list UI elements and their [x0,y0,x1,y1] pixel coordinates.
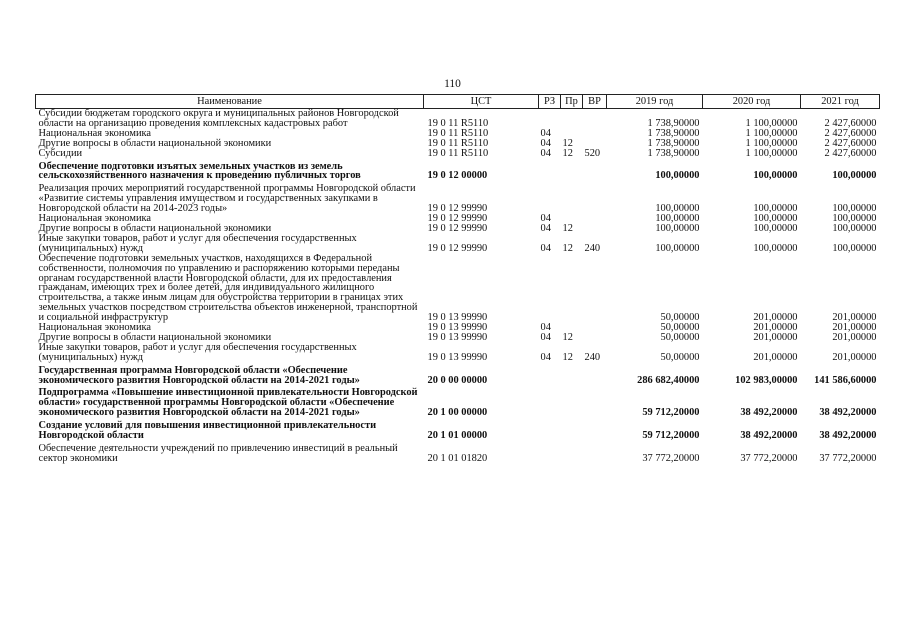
table-row [36,254,880,323]
cell-cst: 19 0 13 99990 [427,331,488,343]
cell-cst: 20 0 00 00000 [427,374,488,386]
cell-2019: 286 682,40000 [637,374,700,386]
cell-2019: 59 712,20000 [642,407,700,419]
cell-vr [583,363,607,386]
cell-rz [539,254,561,323]
cell-2020: 100,00000 [753,242,798,254]
cell-2020: 1 100,00000 [745,117,798,129]
cell-pr [561,109,583,129]
cell-2019: 50,00000 [660,351,700,363]
cell-name: Обеспечение деятельности учреждений по привлечению инвестиций в реальный сектор экономики [38,443,398,464]
cell-cst: 20 1 00 00000 [427,407,488,419]
cell-2020: 1 100,00000 [745,127,798,139]
cell-2021: 37 772,20000 [819,452,877,464]
cell-vr: 240 [584,242,601,254]
cell-name: Национальная экономика [38,213,152,225]
cell-cst: 20 1 01 01820 [427,452,488,464]
cell-rz: 04 [540,137,551,149]
cell-2020: 201,00000 [753,331,798,343]
cell-pr [561,363,583,386]
cell-rz: 04 [540,351,551,363]
cell-2020: 1 100,00000 [745,147,798,159]
cell-name: Национальная экономика [38,127,152,139]
cell-2019: 1 738,90000 [647,117,700,129]
table-row [36,159,880,182]
column-header-rz: РЗ [539,95,561,109]
cell-pr: 12 [562,242,573,254]
cell-2021: 100,00000 [832,170,877,182]
cell-rz [539,181,561,214]
cell-2020: 100,00000 [753,203,798,215]
table-row [36,234,880,254]
cell-2019: 50,00000 [660,312,700,324]
cell-rz: 04 [540,147,551,159]
cell-2020: 201,00000 [753,312,798,324]
cell-name: Подпрограмма «Повышение инвестиционной привлекательности Новгородской области» государственной программы Новгородской области «Обеспечение экономического развития Новгородской области на 2014-2021 годы» [38,387,418,419]
table-header-row [36,95,880,109]
column-header-2020: 2020 год [703,95,801,109]
cell-vr [583,159,607,182]
cell-pr: 12 [562,331,573,343]
cell-cst: 19 0 13 99990 [427,312,488,324]
cell-name: Государственная программа Новгородской области «Обеспечение экономического развития Новгородской области на 2014-2021 годы» [38,364,360,386]
cell-pr: 12 [562,351,573,363]
cell-rz: 04 [540,331,551,343]
cell-2019: 1 738,90000 [647,137,700,149]
cell-pr: 12 [562,137,573,149]
cell-2020: 38 492,20000 [740,407,798,419]
cell-rz [539,159,561,182]
cell-name: Иные закупки товаров, работ и услуг для обеспечения государственных (муниципальных) нужд [38,232,357,254]
cell-rz: 04 [540,213,551,225]
cell-2021: 201,00000 [832,322,877,334]
cell-2019: 50,00000 [660,331,700,343]
cell-vr [583,333,607,343]
cell-2021: 100,00000 [832,242,877,254]
cell-vr [583,254,607,323]
column-header-name: Наименование [36,95,424,109]
cell-2019: 100,00000 [655,242,700,254]
table-row [36,363,880,386]
cell-vr [583,418,607,441]
cell-2019: 100,00000 [655,170,700,182]
cell-rz: 04 [540,222,551,234]
column-header-pr: Пр [561,95,583,109]
cell-cst: 19 0 11 R5110 [427,127,489,139]
cell-name: Другие вопросы в области национальной экономики [38,137,272,149]
cell-cst: 19 0 12 99990 [427,203,488,215]
table-row [36,385,880,418]
cell-2020: 100,00000 [753,222,798,234]
cell-2020: 100,00000 [753,170,798,182]
column-header-2019: 2019 год [607,95,703,109]
cell-name: Национальная экономика [38,322,152,334]
cell-pr [561,441,583,464]
cell-name: Субсидии [38,147,83,159]
cell-pr: 12 [562,222,573,234]
cell-rz: 04 [540,242,551,254]
cell-cst: 19 0 13 99990 [427,351,488,363]
cell-2019: 100,00000 [655,222,700,234]
cell-vr [583,129,607,139]
table-row [36,343,880,363]
table-row [36,441,880,464]
cell-2020: 100,00000 [753,213,798,225]
cell-2021: 38 492,20000 [819,407,877,419]
cell-name: Реализация прочих мероприятий государственной программы Новгородской области «Развитие системы управления имуществом и государственных закупками в Новгородской области на 2014-2023 годы» [38,183,416,215]
cell-2021: 2 427,60000 [824,137,877,149]
cell-2019: 100,00000 [655,213,700,225]
cell-pr [561,385,583,418]
cell-pr [561,418,583,441]
cell-cst: 19 0 12 00000 [427,170,488,182]
cell-cst: 19 0 13 99990 [427,322,488,334]
cell-vr: 520 [584,147,601,159]
cell-rz [539,418,561,441]
cell-vr [583,109,607,129]
page-number: 110 [444,78,461,90]
cell-cst: 19 0 12 99990 [427,213,488,225]
cell-vr [583,214,607,224]
cell-rz: 04 [540,322,551,334]
column-header-vr: ВР [583,95,607,109]
cell-2020: 37 772,20000 [740,452,798,464]
table-row [36,109,880,129]
cell-2021: 2 427,60000 [824,127,877,139]
cell-2019: 50,00000 [660,322,700,334]
cell-2021: 141 586,60000 [814,374,877,386]
cell-pr: 12 [562,147,573,159]
cell-vr [583,385,607,418]
cell-vr [583,323,607,333]
table-row [36,181,880,214]
cell-2021: 2 427,60000 [824,147,877,159]
cell-name: Другие вопросы в области национальной экономики [38,331,272,343]
cell-rz [539,363,561,386]
cell-vr [583,224,607,234]
column-header-2021: 2021 год [801,95,880,109]
cell-rz [539,109,561,129]
cell-2021: 100,00000 [832,203,877,215]
cell-vr: 240 [584,351,601,363]
cell-name: Обеспечение подготовки земельных участков, находящихся в Федеральной собственности, полномочия по управлению и распоряжению которыми переданы органам государственной власти Новгородской области, для их предоставления гражданам, имеющих трех и более детей, для индивидуального жилищного строительства, а также иным лицам для обустройства территории в границах этих земельных участков посредством строительства объектов инженерной, транспортной и социальной инфраструктур [38,252,418,324]
cell-2019: 1 738,90000 [647,127,700,139]
cell-2021: 2 427,60000 [824,117,877,129]
cell-2021: 201,00000 [832,331,877,343]
cell-pr [561,254,583,323]
cell-name: Создание условий для повышения инвестиционной привлекательности Новгородской области [38,420,377,442]
cell-2020: 102 983,00000 [735,374,798,386]
table-row [36,418,880,441]
cell-cst: 19 0 11 R5110 [427,117,489,129]
cell-vr [583,181,607,214]
cell-2021: 201,00000 [832,351,877,363]
cell-name: Субсидии бюджетам городского округа и муниципальных районов Новгородской области на организацию проведения комплексных кадастровых работ [38,108,399,129]
budget-table [35,94,880,464]
cell-pr [561,159,583,182]
table-row [36,149,880,159]
cell-name: Обеспечение подготовки изъятых земельных участков из земель сельскохозяйственного назначения к проведению публичных торгов [38,160,361,182]
cell-2019: 1 738,90000 [647,147,700,159]
cell-2019: 59 712,20000 [642,430,700,442]
cell-2021: 100,00000 [832,213,877,225]
column-header-cst: ЦСТ [424,95,539,109]
cell-2020: 38 492,20000 [740,430,798,442]
cell-name: Иные закупки товаров, работ и услуг для обеспечения государственных (муниципальных) нужд [38,341,357,363]
cell-name: Другие вопросы в области национальной экономики [38,222,272,234]
cell-2019: 37 772,20000 [642,452,700,464]
cell-cst: 19 0 12 99990 [427,222,488,234]
cell-cst: 19 0 12 99990 [427,242,488,254]
cell-2020: 201,00000 [753,322,798,334]
cell-rz: 04 [540,127,551,139]
cell-2019: 100,00000 [655,203,700,215]
cell-cst: 20 1 01 00000 [427,430,488,442]
cell-2020: 201,00000 [753,351,798,363]
table-body [36,109,880,464]
cell-2020: 1 100,00000 [745,137,798,149]
cell-vr [583,441,607,464]
cell-cst: 19 0 11 R5110 [427,137,489,149]
cell-pr [561,181,583,214]
cell-2021: 38 492,20000 [819,430,877,442]
cell-rz [539,385,561,418]
cell-2021: 201,00000 [832,312,877,324]
cell-rz [539,441,561,464]
cell-2021: 100,00000 [832,222,877,234]
cell-cst: 19 0 11 R5110 [427,147,489,159]
